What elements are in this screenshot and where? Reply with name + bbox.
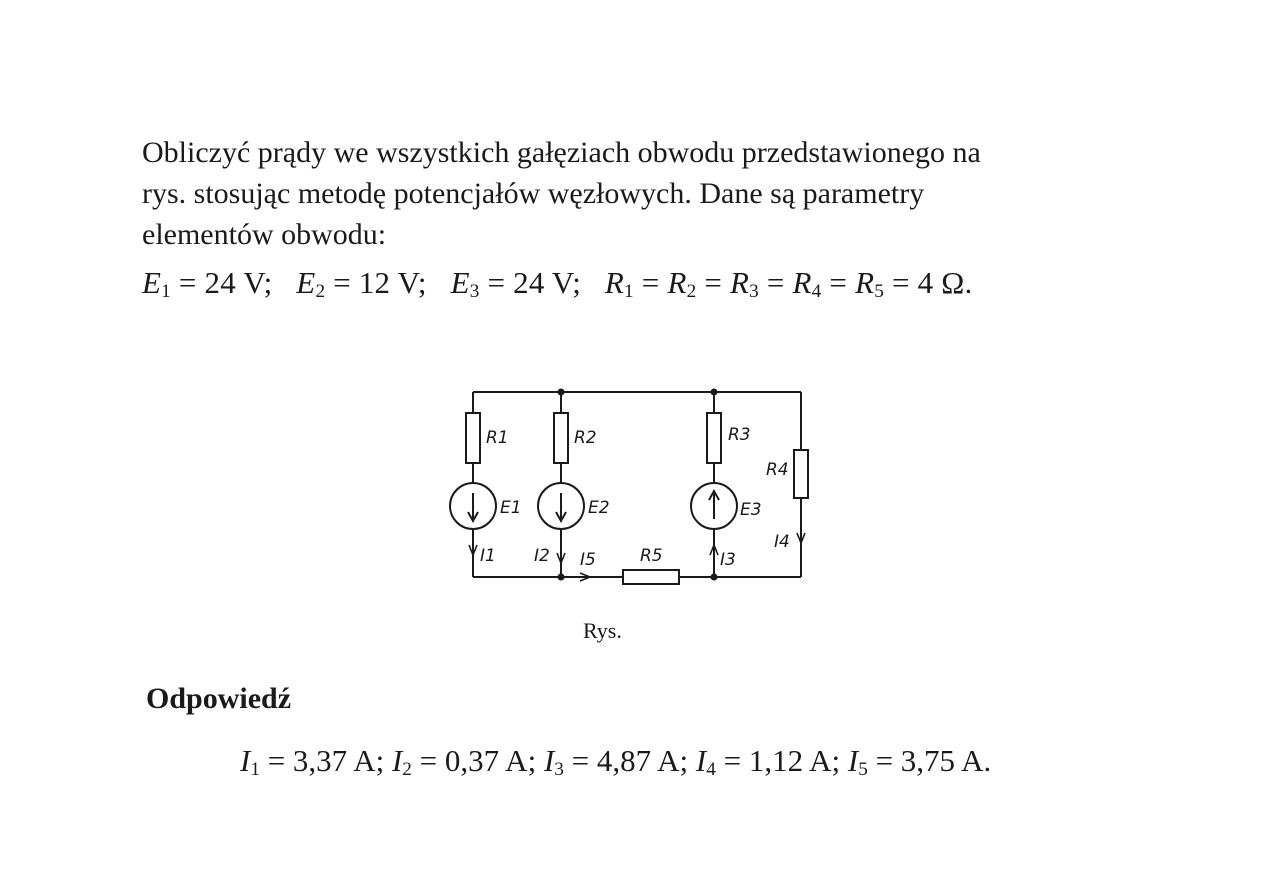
answer-values: $I_1 = 3,37$ A; $I_2 = 0,37$ A; $I_3 = 4,87$ A; $I_4 = 1,12$ A; $I_5 = 3,75$ A.: [240, 743, 992, 781]
label-i3: I3: [720, 550, 736, 570]
resistor-r1: [466, 413, 480, 463]
label-i5: I5: [580, 550, 596, 570]
resistor-r2: [554, 413, 568, 463]
symbol-e: E: [142, 265, 162, 300]
symbol-e: E: [296, 265, 316, 300]
problem-line: Obliczyć prądy we wszystkich gałęziach obwodu przedstawionego na: [142, 136, 981, 169]
source-e3: [691, 483, 737, 529]
resistor-r3: [707, 413, 721, 463]
answer-heading: Odpowiedź: [146, 682, 292, 715]
circuit-diagram: [440, 375, 840, 595]
answer-i1: = 3,37 A;: [259, 743, 385, 778]
answer-i5: = 3,75 A.: [867, 743, 992, 778]
problem-statement: [142, 132, 1142, 255]
value-e2: = 12 V;: [325, 265, 427, 300]
label-e3: E3: [740, 500, 762, 520]
value-e3: = 24 V;: [479, 265, 582, 300]
symbol-r: R: [604, 265, 625, 300]
label-r1: R1: [486, 428, 509, 448]
label-r4: R4: [766, 460, 789, 480]
label-r2: R2: [574, 428, 597, 448]
label-r3: R3: [728, 425, 751, 445]
label-i1: I1: [480, 546, 496, 566]
problem-line: elementów obwodu:: [142, 218, 387, 251]
problem-line: rys. stosując metodę potencjałów węzłowych. Dane są parametry: [142, 177, 925, 210]
value-e1: = 24 V;: [170, 265, 273, 300]
label-r5: R5: [640, 546, 663, 566]
label-i2: I2: [534, 546, 550, 566]
resistor-r4: [794, 450, 808, 498]
given-parameters: $E_1 = 24$ V; $E_2 = 12$ V; $E_3 = 24$ V; $R_1 = R_2 = R_3 = R_4 = R_5 = 4$ Ω.: [142, 265, 973, 303]
figure-caption: Rys.: [583, 618, 622, 643]
source-e1: [450, 483, 496, 529]
junction-node: [558, 389, 565, 396]
value-r: = 4 Ω.: [884, 265, 973, 300]
answer-i3: = 4,87 A;: [563, 743, 689, 778]
label-e2: E2: [588, 498, 610, 518]
source-e2: [538, 483, 584, 529]
label-i4: I4: [774, 532, 790, 552]
label-e1: E1: [500, 498, 522, 518]
answer-i2: = 0,37 A;: [411, 743, 537, 778]
symbol-e: E: [450, 265, 470, 300]
circuit-wires: [473, 392, 801, 577]
junction-node: [711, 389, 718, 396]
answer-i4: = 1,12 A;: [715, 743, 841, 778]
resistor-r5: [623, 570, 679, 584]
junction-node: [558, 574, 565, 581]
junction-node: [711, 574, 718, 581]
